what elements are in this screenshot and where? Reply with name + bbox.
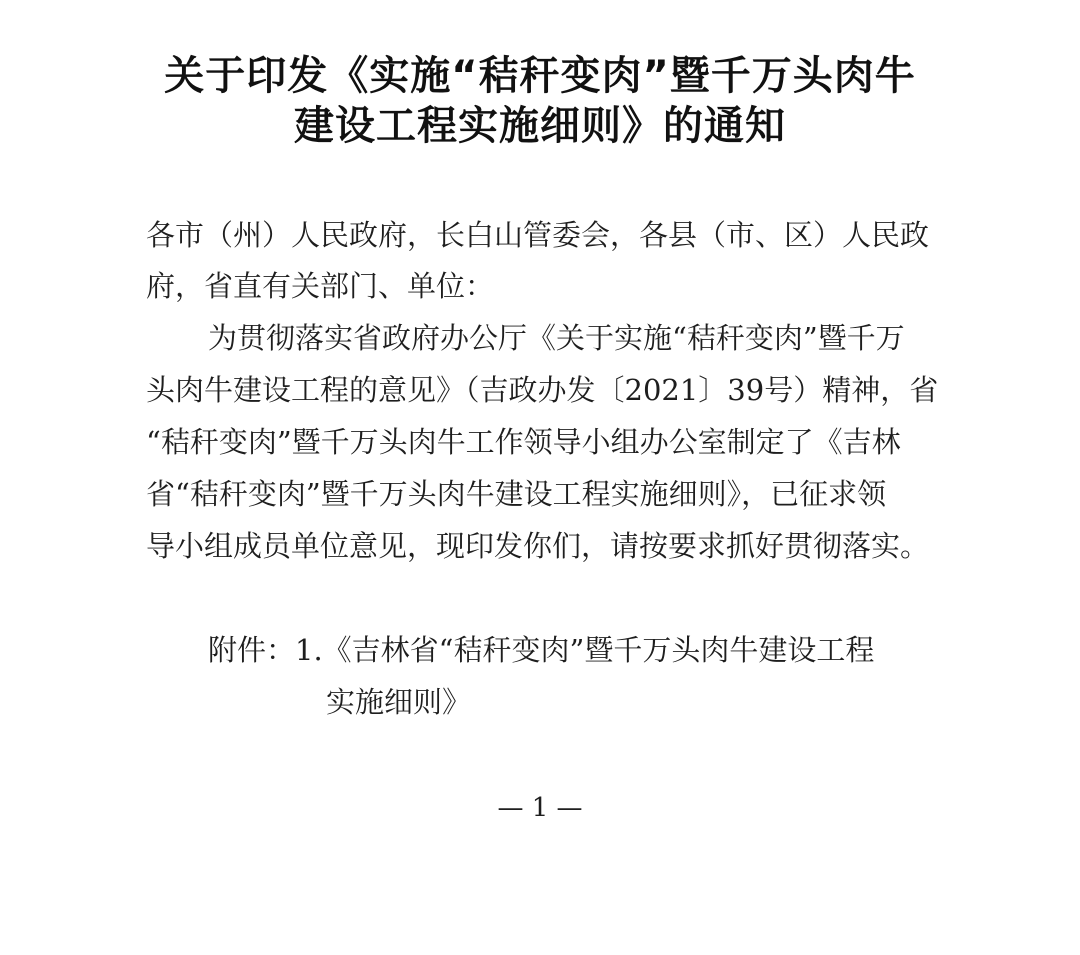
paragraph-line-1: 为贯彻落实省政府办公厅《关于实施“秸秆变肉”暨千万 <box>208 321 905 355</box>
document-title-line-1: 关于印发《实施“秸秆变肉”暨千万头肉牛 <box>164 53 916 99</box>
paragraph-line-3: “秸秆变肉”暨千万头肉牛工作领导小组办公室制定了《吉林 <box>146 425 901 459</box>
attachment-line-2: 实施细则》 <box>326 685 472 719</box>
salutation-line-2: 府，省直有关部门、单位： <box>146 269 495 303</box>
document-title-line-2: 建设工程实施细则》的通知 <box>294 103 786 149</box>
paragraph-line-2: 头肉牛建设工程的意见》（吉政办发〔2021〕39号）精神，省 <box>146 373 939 407</box>
attachment-line-1: 附件：1.《吉林省“秸秆变肉”暨千万头肉牛建设工程 <box>208 633 875 667</box>
page-number: — 1 — <box>497 793 583 823</box>
salutation-line-1: 各市（州）人民政府，长白山管委会，各县（市、区）人民政 <box>146 218 930 252</box>
paragraph-line-4: 省“秸秆变肉”暨千万头肉牛建设工程实施细则》，已征求领 <box>146 477 887 511</box>
paragraph-line-5: 导小组成员单位意见，现印发你们，请按要求抓好贯彻落实。 <box>146 529 930 563</box>
